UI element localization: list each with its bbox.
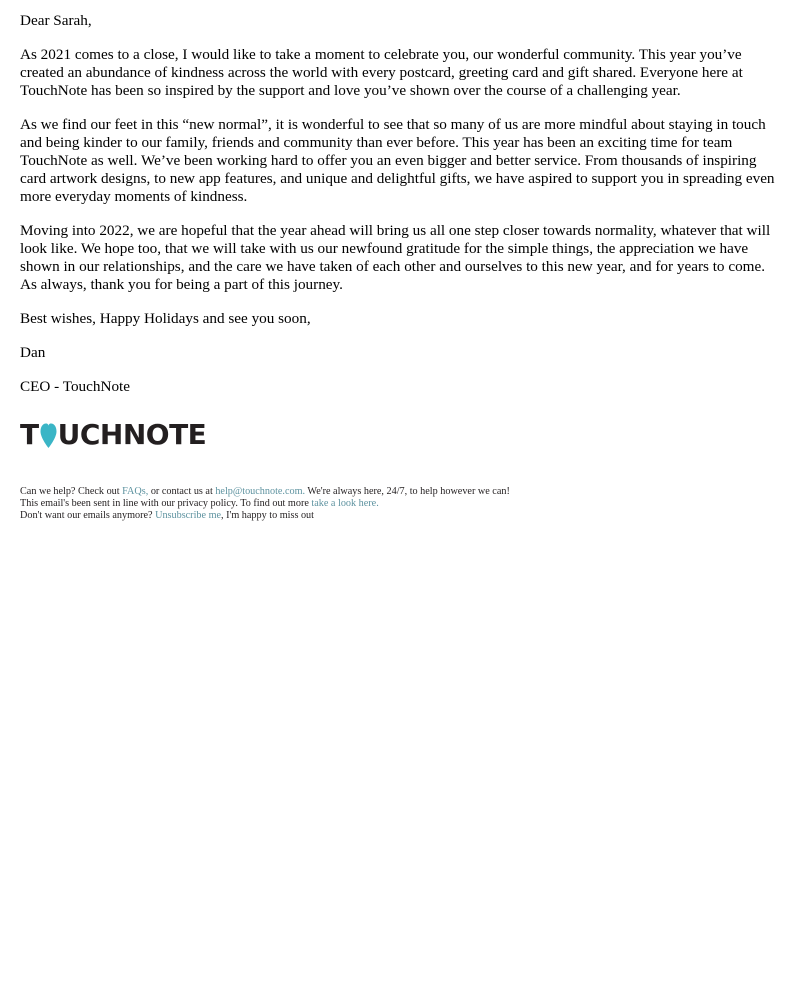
signoff-name: Dan [20, 344, 46, 361]
email-footer [20, 486, 776, 523]
footer-line-privacy [20, 498, 776, 510]
logo-area [20, 420, 776, 464]
footer-line-unsubscribe [20, 510, 776, 522]
paragraph-1: As 2021 comes to a close, I would like to take a moment to celebrate you, our wonderful community. This year you’ve created an abundance of kindness across the world with every postcard, greeting card and gift shared. Everyone here at TouchNote has been so inspired by the support and love you’ve shown over the course of a challenging year. [20, 46, 743, 99]
footer-text-3a: Don't want our emails anymore? [20, 510, 156, 522]
salutation: Dear Sarah, [20, 12, 92, 29]
logo-text-part1: T [20, 418, 39, 451]
heart-icon [40, 423, 57, 448]
paragraph-3: Moving into 2022, we are hopeful that the year ahead will bring us all one step closer towards normality, whatever that will look like. We hope too, that we will take with us our newfound gratitude for the simple things, the appreciation we have shown in our relationships, and the care we have taken of each other and ourselves to this new year, and for years to come. As always, thank you for being a part of this journey. [20, 222, 771, 293]
signoff-closing: Best wishes, Happy Holidays and see you soon, [20, 310, 311, 327]
footer-line-help [20, 486, 776, 498]
footer-text-1b: or contact us at [148, 486, 216, 497]
privacy-policy-link[interactable]: take a look here. [311, 498, 379, 510]
paragraph-2: As we find our feet in this “new normal”, it is wonderful to see that so many of us are more mindful about staying in touch and being kinder to our family, friends and community than ever before. This year has been an exciting time for team TouchNote as well. We’ve been working hard to offer you an even bigger and better service. From thousands of inspiring card artwork designs, to new app features, and unique and delightful gifts, we have aspired to support you in spreading even more everyday moments of kindness. [20, 116, 775, 205]
footer-text-2a: This email's been sent in line with our privacy policy. To find out more [20, 498, 312, 510]
signoff-block [20, 310, 776, 396]
unsubscribe-link[interactable]: Unsubscribe me [155, 510, 222, 522]
footer-text-3b: , I'm happy to miss out [221, 510, 314, 522]
footer-text-1a: Can we help? Check out [20, 486, 123, 497]
footer-text-1c: We're always here, 24/7, to help however we can! [305, 486, 510, 497]
faqs-link[interactable]: FAQs, [122, 486, 149, 497]
touchnote-logo[interactable] [20, 420, 206, 450]
support-email-link[interactable]: help@touchnote.com. [215, 486, 306, 497]
signoff-title: CEO - TouchNote [20, 378, 131, 395]
logo-text-part2: UCHNOTE [57, 418, 207, 451]
